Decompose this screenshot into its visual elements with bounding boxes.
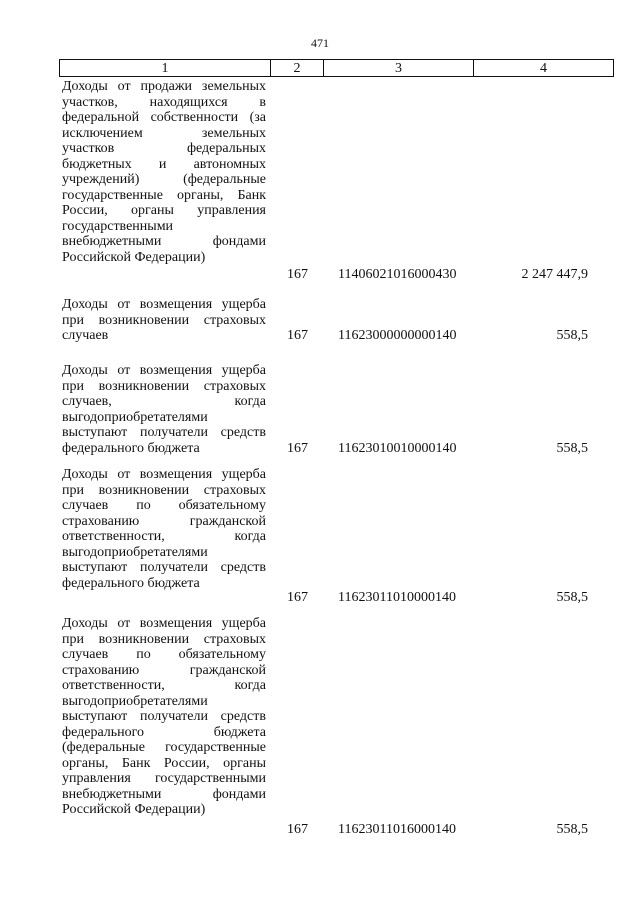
row-amount: 2 247 447,9 xyxy=(521,267,588,282)
row-kbk-code: 11623000000000140 xyxy=(338,328,457,343)
row-admin-code: 167 xyxy=(287,590,308,605)
row-kbk-code: 11623010010000140 xyxy=(338,441,457,456)
row-description: Доходы от возмещения ущерба при возникновении страховых случаев, когда выгодоприобретателями выступают получатели средств федерального бюджета xyxy=(62,363,266,456)
header-row xyxy=(60,60,614,77)
row-amount: 558,5 xyxy=(556,822,588,837)
row-description: Доходы от возмещения ущерба при возникновении страховых случаев xyxy=(62,297,266,343)
row-kbk-code: 11623011016000140 xyxy=(338,822,456,837)
header-col-4: 4 xyxy=(474,60,614,77)
header-col-3: 3 xyxy=(324,60,474,77)
row-amount: 558,5 xyxy=(556,441,588,456)
row-description: Доходы от продажи земельных участков, находящихся в федеральной собственности (за исключением земельных участков федеральных бюджетных и автономных учреждений) (федеральные государственные органы, Банк России, органы управления государственными внебюджетными фондами Российской Федерации) xyxy=(62,79,266,265)
page-number: 471 xyxy=(311,36,329,50)
row-kbk-code: 11623011010000140 xyxy=(338,590,456,605)
row-amount: 558,5 xyxy=(556,328,588,343)
row-admin-code: 167 xyxy=(287,328,308,343)
row-admin-code: 167 xyxy=(287,822,308,837)
header-col-1: 1 xyxy=(60,60,271,77)
row-admin-code: 167 xyxy=(287,267,308,282)
row-admin-code: 167 xyxy=(287,441,308,456)
row-description: Доходы от возмещения ущерба при возникновении страховых случаев по обязательному страхованию гражданской ответственности, когда выгодоприобретателями выступают получатели средств федерального бюджета (федеральные государственные органы, Банк России, органы управления государственными внебюджетными фондами Российской Федерации) xyxy=(62,616,266,817)
row-description: Доходы от возмещения ущерба при возникновении страховых случаев по обязательному страхованию гражданской ответственности, когда выгодоприобретателями выступают получатели средств федерального бюджета xyxy=(62,467,266,591)
row-amount: 558,5 xyxy=(556,590,588,605)
row-kbk-code: 11406021016000430 xyxy=(338,267,457,282)
header-col-2: 2 xyxy=(271,60,324,77)
table-header xyxy=(59,59,614,77)
